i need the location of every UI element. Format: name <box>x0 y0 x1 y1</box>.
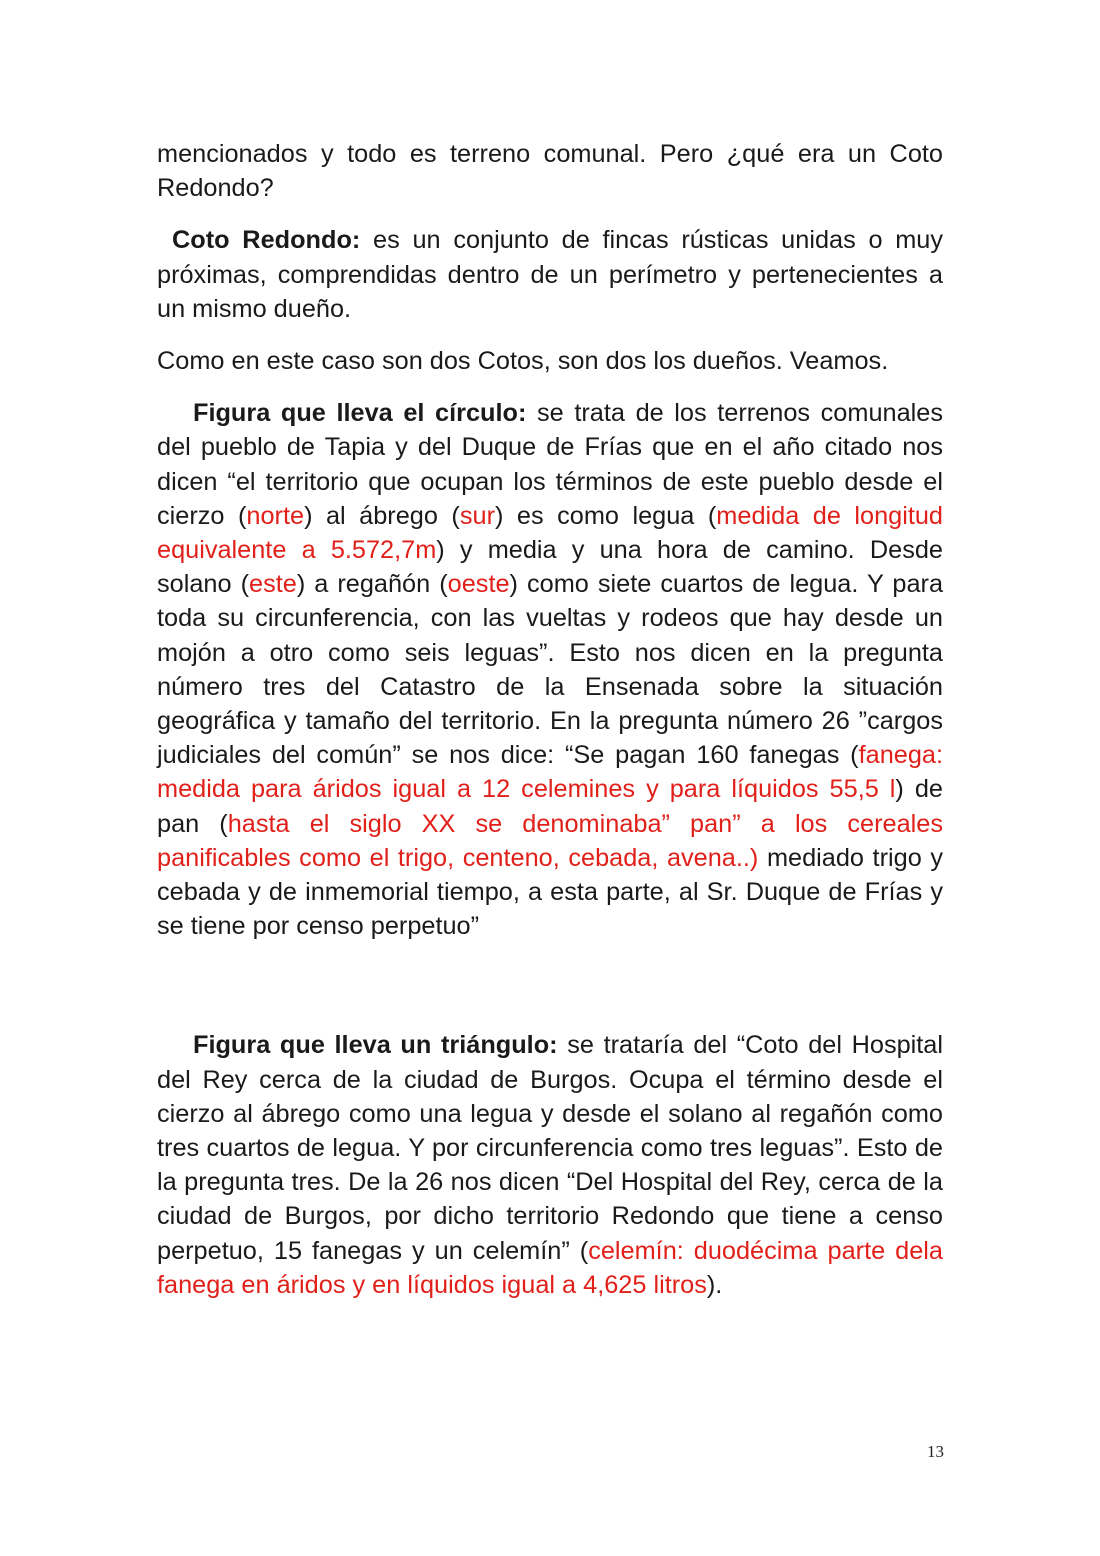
text-run: es un conjunto de fincas rústicas unidas o muy próximas, comprendidas dentro de un perímetro y pertenecientes a un mismo dueño. <box>157 226 944 323</box>
text-run: ) al ábrego ( <box>304 501 460 530</box>
paragraph-intro <box>157 137 943 205</box>
text-run: mediado trigo y cebada y de inmemorial tiempo, a esta parte, al Sr. Duque de Frías y se tiene por censo perpetuo” <box>157 843 944 941</box>
definition-este: este <box>249 570 297 599</box>
page-number: 13 <box>927 1442 944 1461</box>
text-run: Como en este caso son dos Cotos, son dos los dueños. Veamos. <box>157 347 889 376</box>
term-coto-redondo: Coto Redondo: <box>172 226 361 255</box>
text-run: se trataría del “Coto del Hospital del Rey cerca de la ciudad de Burgos. Ocupa el término desde el cierzo al ábrego como una legua y desde el solano al regañón como tres cuartos de legua. Y por circunferencia como tres leguas”. Esto de la pregunta tres. De la 26 nos dicen “Del Hospital del Rey, cerca de la ciudad de Burgos, por dicho territorio Redondo que tiene a censo perpetuo, 15 fanegas y un celemín” ( <box>157 1031 943 1265</box>
definition-legua: medida de longitud equivalente a 5.572,7m <box>157 501 943 565</box>
text-run: ) de pan ( <box>157 775 943 838</box>
definition-celemin: celemín: duodécima parte dela fanega en áridos y en líquidos igual a 4,625 litros <box>157 1236 943 1299</box>
definition-oeste: oeste <box>447 570 510 599</box>
text-run: ). <box>706 1270 723 1299</box>
paragraph-two-owners <box>157 344 943 378</box>
text-run: se trata de los terrenos comunales del pueblo de Tapia y del Duque de Frías que en el año citado nos dicen “el territorio que ocupan los términos de este pueblo desde el cierzo ( <box>157 399 943 530</box>
paragraph-figura-triangulo <box>157 1028 943 1302</box>
term-figura-triangulo: Figura que lleva un triángulo: <box>193 1031 558 1060</box>
text-run: ) es como legua ( <box>495 501 717 530</box>
paragraph-figura-circulo <box>157 396 943 943</box>
text-run: mencionados y todo es terreno comunal. Pero ¿qué era un Coto Redondo? <box>157 140 943 203</box>
definition-fanega: fanega: medida para áridos igual a 12 celemines y para líquidos 55,5 l <box>157 741 943 804</box>
paragraph-coto-redondo-definition <box>157 223 943 326</box>
definition-sur: sur <box>459 501 496 530</box>
body-text <box>157 137 943 1302</box>
text-run: ) a regañón ( <box>296 570 448 599</box>
term-figura-circulo: Figura que lleva el círculo: <box>193 399 527 428</box>
definition-norte: norte <box>246 501 305 530</box>
definition-pan: hasta el siglo XX se denominaba” pan” a los cereales panificables como el trigo, centeno, cebada, avena..) <box>157 809 943 872</box>
text-run: ) y media y una hora de camino. Desde solano ( <box>157 536 943 599</box>
text-run: ) como siete cuartos de legua. Y para toda su circunferencia, con las vueltas y rodeos que hay desde un mojón a otro como seis leguas”. Esto nos dicen en la pregunta número tres del Catastro de la Ensenada sobre la situación geográfica y tamaño del territorio. En la pregunta número 26 ”cargos judiciales del común” se nos dice: “Se pagan 160 fanegas ( <box>157 570 944 770</box>
